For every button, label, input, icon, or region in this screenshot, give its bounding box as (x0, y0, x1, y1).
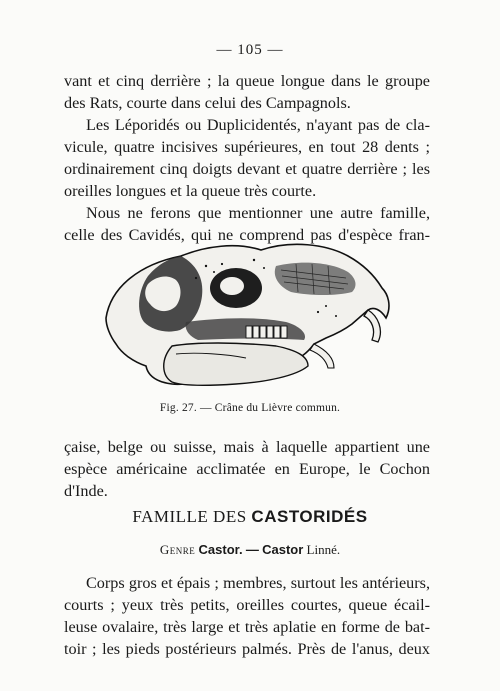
genus-name: Castor. (198, 542, 243, 557)
section-heading-name: CASTORIDÉS (251, 507, 368, 526)
species-author: Linné. (306, 542, 341, 557)
section-heading (0, 507, 500, 527)
text-line: ordinairement cinq doigts devant et quatre derrière ; les (64, 160, 430, 178)
genus-dash: — (245, 542, 259, 557)
text-line: celle des Cavidés, qui ne comprend pas d'espèce fran- (64, 226, 430, 244)
text-line: Corps gros et épais ; membres, surtout les antérieurs, (86, 574, 430, 592)
figure-caption: Fig. 27. — Crâne du Lièvre commun. (159, 402, 341, 414)
text-line: oreilles longues et la queue très courte. (64, 182, 317, 200)
text-line: çaise, belge ou suisse, mais à laquelle appartient une (64, 438, 430, 456)
text-line: d'Inde. (64, 482, 108, 500)
hare-skull-illustration (86, 226, 406, 396)
text-line: vant et cinq derrière ; la queue longue dans le groupe (64, 72, 430, 90)
page-number: — 105 — (216, 42, 284, 58)
text-line: leuse ovalaire, très large et très aplatie en forme de bat- (64, 618, 430, 636)
section-heading-prefix: FAMILLE DES (132, 507, 247, 526)
text-line: Nous ne ferons que mentionner une autre famille, (86, 204, 430, 222)
genus-prefix: Genre (159, 542, 196, 557)
text-line: toir ; les pieds postérieurs palmés. Près de l'anus, deux (64, 640, 430, 658)
text-line: courts ; yeux très petits, oreilles courtes, queue écail- (64, 596, 430, 614)
genus-line (0, 542, 500, 558)
text-line: des Rats, courte dans celui des Campagnols. (64, 94, 351, 112)
text-line: vicule, quatre incisives supérieures, en tout 28 dents ; (64, 138, 430, 156)
text-line: Les Léporidés ou Duplicidentés, n'ayant pas de cla- (86, 116, 430, 134)
species-name: Castor (262, 542, 304, 557)
text-line: espèce américaine acclimatée en Europe, le Cochon (64, 460, 430, 478)
